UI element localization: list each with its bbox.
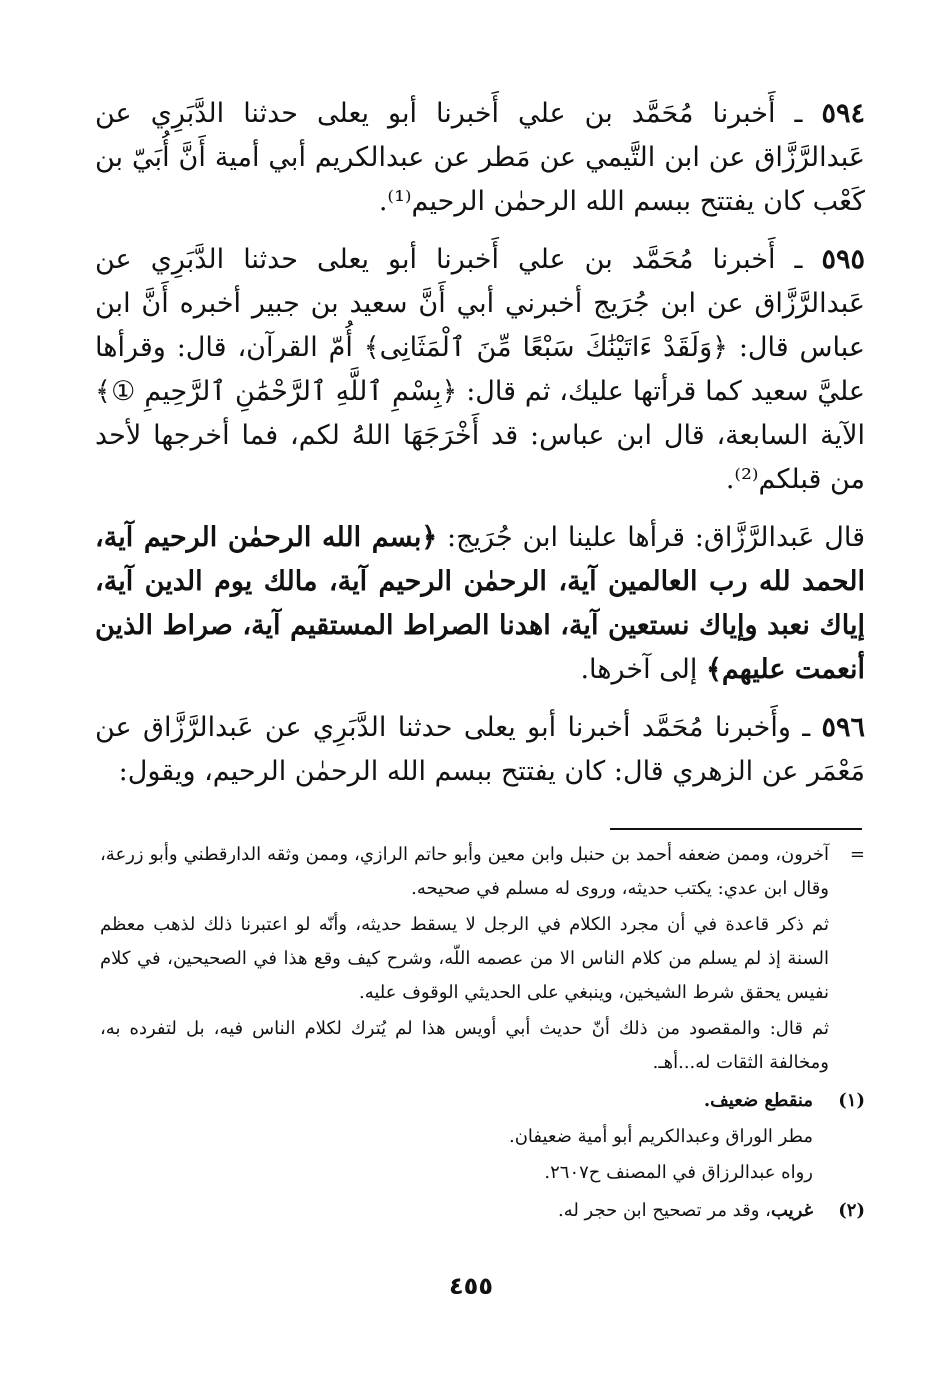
hadith-number: ٥٩٥ [821,244,865,275]
footnote-2 [100,1194,865,1230]
statement-lead: قال عَبدالرَّزَّاق: قرأها علينا ابن جُرَيج: [437,522,865,553]
abdulrazzaq-statement [95,516,865,692]
footnote-continuation [100,838,865,1082]
hadith-number: ٥٩٤ [821,98,865,129]
hadith-text: ـ أَخبرنا مُحَمَّد بن علي أَخبرنا أبو يعلى حدثنا الدَّبَرِي عن عَبدالرَّزَّاق عن ابن التَّيمي عن مَطر عن عبدالكريم أبي أمية أَنَّ أُبَيّ بن كَعْب كان يفتتح ببسم الله الرحمٰن الرحيم⁽¹⁾. [95,98,865,217]
footnotes [100,838,865,1230]
continuation-paragraph: ثم ذكر قاعدة في أن مجرد الكلام في الرجل لا يسقط حديثه، وأنّه لو اعتبرنا ذلك لذهب معظم السنة إذ لم يسلم من كلام الناس الا من عصمه اللّه، وشرح كيف وقع هذا في الصحيحين، في كلام نفيس يحقق شرط الشيخين، وينبغي على الحديثي الوقوف عليه. [100,914,829,1003]
footnote-body [100,1194,813,1230]
continuation-body [100,838,829,1082]
footnote-separator [610,828,862,830]
hadith-594 [95,92,865,224]
continuation-marker: = [849,844,865,865]
footnote-tail: ، وقد مر تصحيح ابن حجر له. [557,1200,771,1221]
footnote-line [100,1194,813,1228]
hadith-number: ٥٩٦ [821,712,865,743]
hadith-text: ـ وأَخبرنا مُحَمَّد أخبرنا أبو يعلى حدثنا الدَّبَرِي عن عَبدالرَّزَّاق عن مَعْمَر عن الزهري قال: كان يفتتح ببسم الله الرحمٰن الرحيم، ويقول: [95,712,865,787]
continuation-paragraph: آخرون، وممن ضعفه أحمد بن حنبل وابن معين وأبو حاتم الرازي، وممن وثقه الدارقطني وأبو زرعة، وقال ابن عدي: يكتب حديثه، وروى له مسلم في صحيحه. [100,844,829,899]
hadith-text: ـ أَخبرنا مُحَمَّد بن علي أَخبرنا أبو يعلى حدثنا الدَّبَرِي عن عَبدالرَّزَّاق عن ابن جُرَيج أخبرني أبي أَنَّ سعيد بن جبير أخبره أَنَّ ابن عباس قال: ﴿وَلَقَدْ ءَاتَيْنَٰكَ سَبْعًا مِّنَ ٱلْمَثَانِى﴾ أُمّ القرآن، قال: وقرأها عليَّ سعيد كما قرأتها عليك، ثم قال: ﴿بِسْمِ ٱللَّهِ ٱلرَّحْمَٰنِ ٱلرَّحِيمِ ①﴾ الآية السابعة، قال ابن عباس: قد أَخْرَجَهَا اللهُ لكم، فما أخرجها لأحد من قبلكم⁽²⁾. [95,244,865,495]
continuation-paragraph: ثم قال: والمقصود من ذلك أنّ حديث أبي أويس هذا لم يُترك لكلام الناس فيه، بل لتفرده به، ومخالفة الثقات له...أهـ. [100,1018,829,1073]
hadith-595 [95,238,865,502]
statement-tail: إلى آخرها. [580,654,706,685]
footnote-line: رواه عبدالرزاق في المصنف ح٢٦٠٧. [544,1162,813,1183]
footnote-head: غريب [770,1200,813,1221]
footnote-line: مطر الوراق وعبدالكريم أبو أمية ضعيفان. [508,1126,813,1147]
footnote-head: منقطع ضعيف. [703,1090,813,1111]
footnote-marker: (١) [838,1090,865,1111]
footnote-body [100,1084,813,1192]
footnote-1 [100,1084,865,1192]
main-text [95,92,865,808]
hadith-596 [95,706,865,794]
page-number: ٤٥٥ [449,1272,493,1300]
footnote-marker: (٢) [838,1200,865,1221]
statement-quote: ﴿بسم الله الرحمٰن الرحيم آية، الحمد لله رب العالمين آية، الرحمٰن الرحيم آية، مالك يوم الدين آية، إياك نعبد وإياك نستعين آية، اهدنا الصراط المستقيم آية، صراط الذين أنعمت عليهم﴾ [95,522,865,685]
